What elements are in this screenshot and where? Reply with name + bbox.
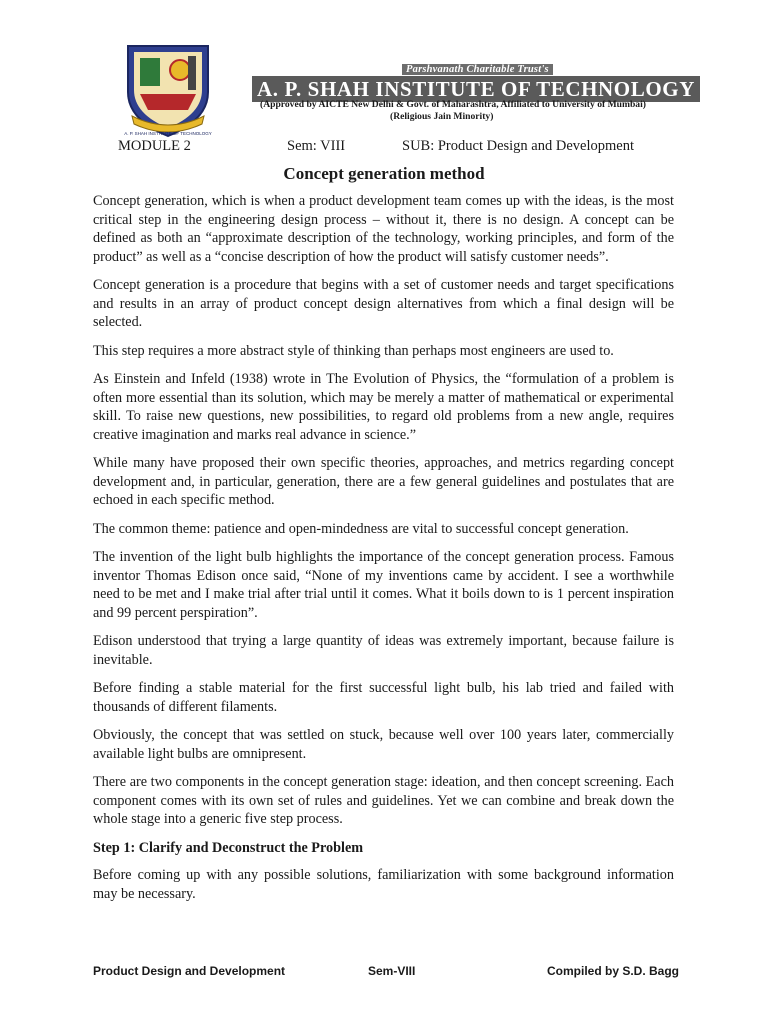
paragraph: This step requires a more abstract style of thinking than perhaps most engineers are used to. <box>93 342 614 359</box>
approval-line: (Approved by AICTE New Delhi & Govt. of Maharashtra, Affiliated to University of Mumbai) <box>260 99 646 110</box>
logo-motto: A. P. SHAH INSTITUTE OF TECHNOLOGY <box>124 131 212 136</box>
step-heading: Step 1: Clarify and Deconstruct the Problem <box>93 839 364 856</box>
semester-label: Sem: VIII <box>287 138 346 154</box>
page-header <box>110 38 695 140</box>
footer-semester: Sem-VIII <box>368 964 416 978</box>
paragraph: Concept generation is a procedure that begins with a set of customer needs and target specifications and results in an array of product concept design alternatives from which a final design will be selected. <box>93 277 674 330</box>
paragraph: There are two components in the concept generation stage: ideation, and then concept screening. Each component comes with its own set of rules and guidelines. Yet we can combine and break down the whole stage into a generic five step process. <box>93 774 674 827</box>
institute-name: A. P. SHAH INSTITUTE OF TECHNOLOGY <box>252 76 700 102</box>
footer-compiler: Compiled by S.D. Bagg <box>547 964 680 978</box>
page-title: Concept generation method <box>283 164 485 183</box>
subject-label: SUB: Product Design and Development <box>402 138 634 154</box>
paragraph: Before finding a stable material for the first successful light bulb, his lab tried and failed with thousands of different filaments. <box>93 680 674 715</box>
paragraph: Edison understood that trying a large quantity of ideas was extremely important, because failure is inevitable. <box>93 633 674 668</box>
paragraph: Obviously, the concept that was settled on stuck, because well over 100 years later, commercially available light bulbs are omnipresent. <box>93 727 674 762</box>
document-body <box>93 192 674 913</box>
paragraph: While many have proposed their own specific theories, approaches, and metrics regarding concept development and, in particular, generation, there are a few general guidelines and postulates that are echoed in each specific method. <box>93 455 674 508</box>
paragraph: The common theme: patience and open-mindedness are vital to successful concept generation. <box>93 520 629 537</box>
paragraph: Before coming up with any possible solutions, familiarization with some background information may be necessary. <box>93 867 674 902</box>
footer-course: Product Design and Development <box>93 964 286 978</box>
institute-logo <box>118 42 218 138</box>
paragraph: The invention of the light bulb highlights the importance of the concept generation process. Famous inventor Thomas Edison once said, “None of my inventions came by accident. I see a worthwhile need to be met and I make trial after trial until it comes. What it boils down to is 1 percent inspiration and 99 percent perspiration”. <box>93 549 674 621</box>
paragraph: As Einstein and Infeld (1938) wrote in The Evolution of Physics, the “formulation of a problem is often more essential than its solution, which may be merely a matter of mathematical or experimental skill. To raise new questions, new possibilities, to regard old problems from a new angle, requires creative imagination and marks real advance in science.” <box>93 371 674 443</box>
module-label: MODULE 2 <box>118 138 191 154</box>
trust-name: Parshvanath Charitable Trust's <box>402 64 553 75</box>
minority-line: (Religious Jain Minority) <box>390 111 494 122</box>
paragraph: Concept generation, which is when a product development team comes up with the ideas, is the most critical step in the engineering design process – without it, there is no design. A concept can be defined as both an “approximate description of the technology, working principles, and form of the product” as well as a “concise description of how the product will satisfy customer needs”. <box>93 193 674 265</box>
